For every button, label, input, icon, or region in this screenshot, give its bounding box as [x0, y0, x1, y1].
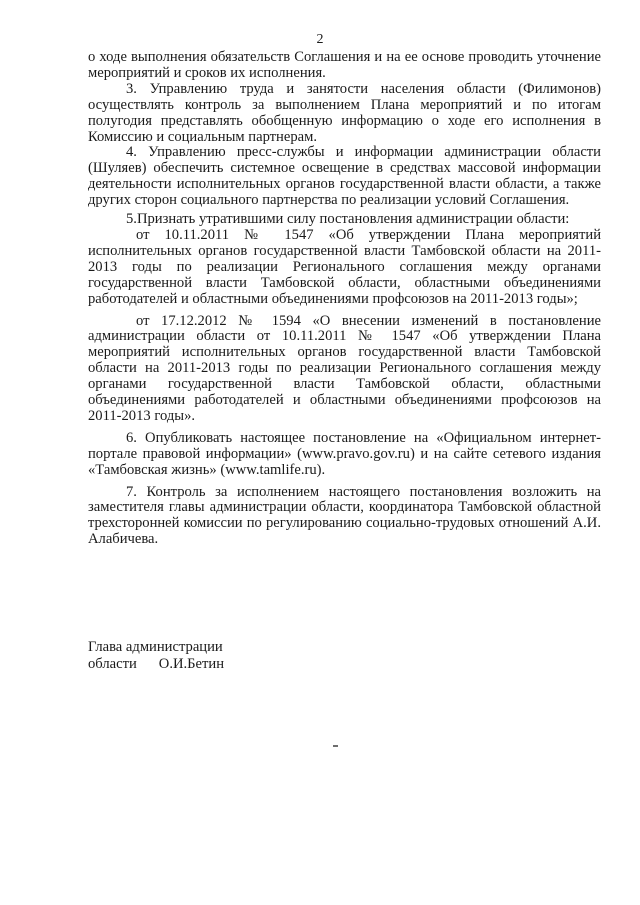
paragraph-item-4: 4. Управлению пресс-службы и информации администрации области (Шуляев) обеспечить системное освещение в средствах массовой информации деятельности исполнительных органов государственной власти области, а также других сторон социального партнерства по реализации условий Соглашения. — [88, 144, 601, 209]
signature-block — [88, 639, 224, 672]
scan-speck — [333, 745, 338, 747]
paragraph-item-3: 3. Управлению труда и занятости населения области (Филимонов) осуществлять контроль за выполнением Плана мероприятий и по итогам полугодия представлять обобщенную информацию о ходе его исполнения в Комиссию и социальным партнерам. — [88, 80, 601, 145]
paragraph-item-6: 6. Опубликовать настоящее постановление на «Официальном интернет-портале правовой информации» (www.pravo.gov.ru) и на сайте сетевого издания «Тамбовская жизнь» (www.tamlife.ru). — [88, 429, 601, 478]
signature-title: Глава администрации — [88, 639, 223, 655]
signature-name: О.И.Бетин — [158, 655, 225, 672]
paragraph-item-5-decree-2: от 17.12.2012 № 1594 «О внесении изменений в постановление администрации области от 10.11.2011 № 1547 «Об утверждении Плана мероприятий исполнительных органов государственной власти Тамбовской области на 2011-2013 годы по реализации Регионального соглашения между органами государственной власти Тамбовской области, областными объединениями работодателей и областными объединениями профсоюзов на 2011-2013 годы». — [88, 312, 601, 424]
signature-title-line-2 — [88, 656, 224, 673]
page-number: 2 — [316, 32, 324, 47]
signature-region: области — [88, 655, 137, 672]
paragraph-item-5-decree-1: от 10.11.2011 № 1547 «Об утверждении Плана мероприятий исполнительных органов государственной власти Тамбовской области на 2011-2013 годы по реализации Регионального соглашения между органами государственной власти Тамбовской области, областными объединениями работодателей и областными объединениями профсоюзов на 2011-2013 годы»; — [88, 226, 601, 307]
document-body — [88, 50, 601, 548]
paragraph-item-7: 7. Контроль за исполнением настоящего постановления возложить на заместителя главы администрации области, координатора Тамбовской областной трехсторонней комиссии по регулированию социально-трудовых отношений А.И. Алабичева. — [88, 483, 601, 548]
paragraph-item-5: 5.Признать утратившими силу постановления администрации области: — [126, 211, 570, 228]
paragraph-continuation: о ходе выполнения обязательств Соглашения и на ее основе проводить уточнение мероприятий и сроков их исполнения. — [88, 49, 601, 81]
